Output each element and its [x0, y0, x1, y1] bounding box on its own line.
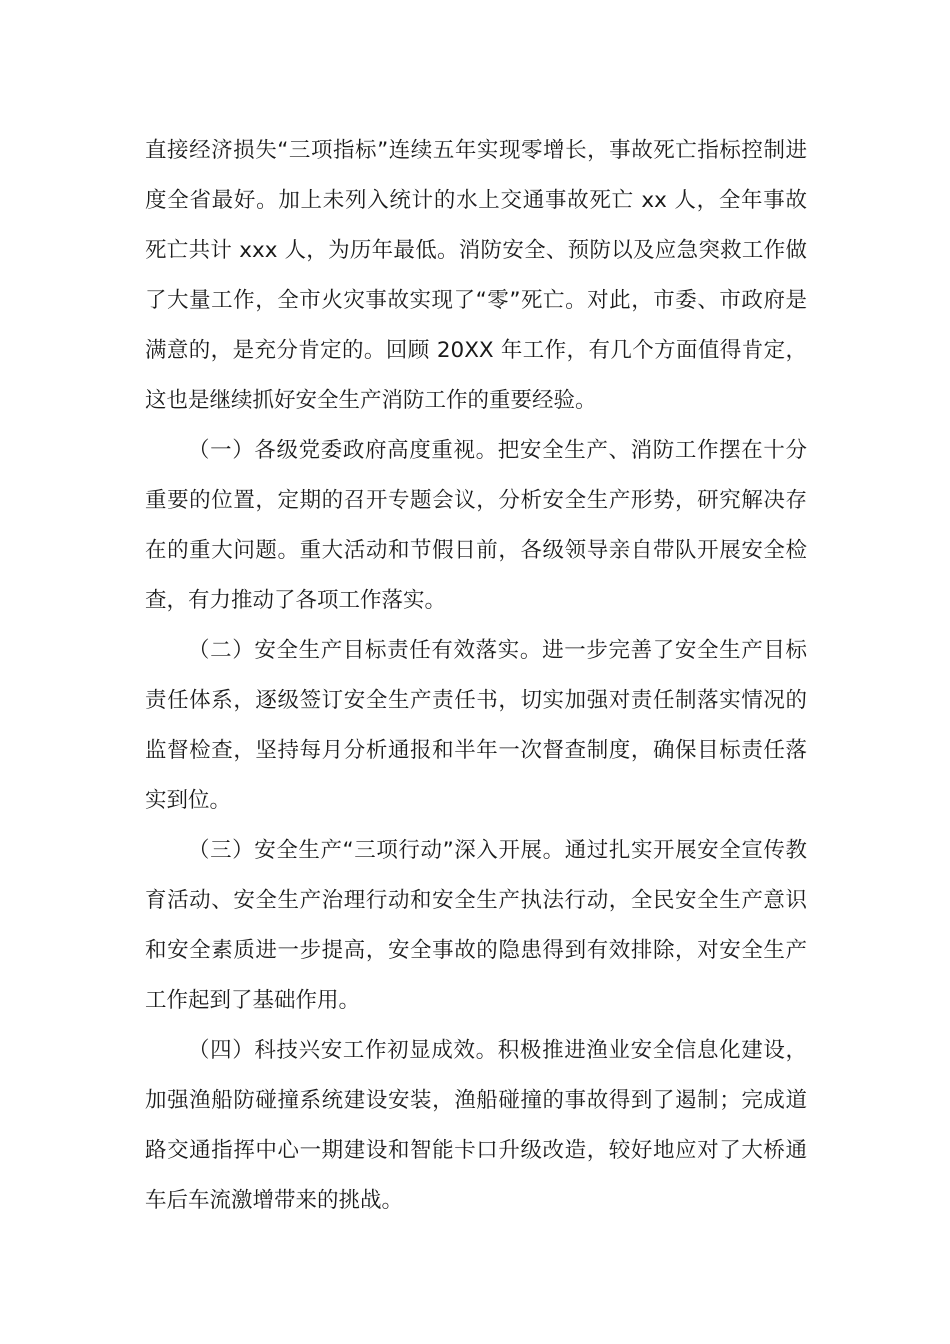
paragraph-section-2: （二）安全生产目标责任有效落实。进一步完善了安全生产目标责任体系，逐级签订安全生产责任书，切实加强对责任制落实情况的监督检查，坚持每月分析通报和半年一次督查制度，确保目标责任落实到位。 — [145, 638, 807, 813]
paragraph-continuation: 直接经济损失“三项指标”连续五年实现零增长，事故死亡指标控制进度全省最好。加上未列入统计的水上交通事故死亡 xx 人，全年事故死亡共计 xxx 人，为历年最低。消防安全、预防以及应急突救工作做了大量工作，全市火灾事故实现了“零”死亡。对此，市委、市政府是满意的，是充分肯定的。回顾 20XX 年工作，有几个方面值得肯定，这也是继续抓好安全生产消防工作的重要经验。 — [145, 138, 807, 413]
paragraph-section-4: （四）科技兴安工作初显成效。积极推进渔业安全信息化建设，加强渔船防碰撞系统建设安装，渔船碰撞的事故得到了遏制；完成道路交通指挥中心一期建设和智能卡口升级改造，较好地应对了大桥通车后车流激增带来的挑战。 — [145, 1038, 807, 1213]
document-body — [145, 126, 807, 1226]
paragraph-section-3: （三）安全生产“三项行动”深入开展。通过扎实开展安全宣传教育活动、安全生产治理行动和安全生产执法行动，全民安全生产意识和安全素质进一步提高，安全事故的隐患得到有效排除，对安全生产工作起到了基础作用。 — [145, 838, 807, 1013]
paragraph-section-1: （一）各级党委政府高度重视。把安全生产、消防工作摆在十分重要的位置，定期的召开专题会议，分析安全生产形势，研究解决存在的重大问题。重大活动和节假日前，各级领导亲自带队开展安全检查，有力推动了各项工作落实。 — [145, 438, 807, 613]
